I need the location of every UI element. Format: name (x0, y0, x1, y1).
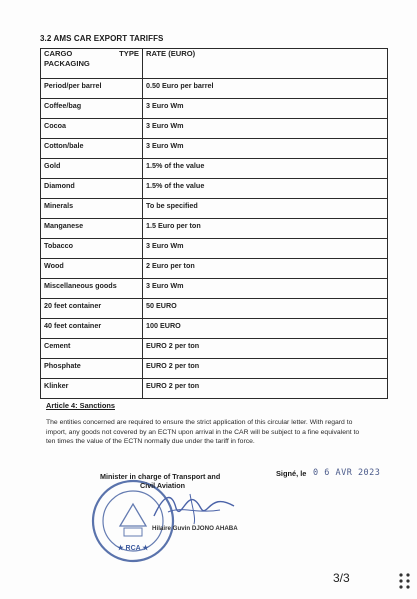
header-rate: RATE (EURO) (143, 49, 388, 79)
rate-cell: EURO 2 per ton (143, 359, 388, 379)
table-row (41, 139, 388, 159)
table-row (41, 239, 388, 259)
cargo-cell: Wood (41, 259, 143, 279)
minister-title-line2: Civil Aviation (140, 481, 185, 490)
cargo-cell: Klinker (41, 379, 143, 399)
rate-cell: 3 Euro Wm (143, 139, 388, 159)
rate-cell: 50 EURO (143, 299, 388, 319)
table-row (41, 199, 388, 219)
table-row (41, 99, 388, 119)
table-row (41, 339, 388, 359)
cargo-cell: Phosphate (41, 359, 143, 379)
rate-cell: 3 Euro Wm (143, 279, 388, 299)
cargo-cell: 40 feet container (41, 319, 143, 339)
table-row (41, 319, 388, 339)
svg-text:★ RCA ★: ★ RCA ★ (117, 545, 149, 552)
table-row (41, 259, 388, 279)
header-type: TYPE (119, 49, 139, 58)
table-row (41, 299, 388, 319)
minister-title (100, 472, 220, 490)
drag-handle-icon[interactable] (398, 571, 412, 591)
cargo-cell: Tobacco (41, 239, 143, 259)
rate-cell: 0.50 Euro per barrel (143, 79, 388, 99)
section-title: 3.2 AMS CAR EXPORT TARIFFS (40, 34, 164, 43)
cargo-cell: Miscellaneous goods (41, 279, 143, 299)
rate-cell: To be specified (143, 199, 388, 219)
minister-name: Hilaire Guvin DJONO AHABA (152, 525, 238, 532)
signed-date-stamp: 0 6 AVR 2023 (313, 468, 381, 478)
table-row (41, 379, 388, 399)
cargo-cell: Minerals (41, 199, 143, 219)
rate-cell: 1.5% of the value (143, 179, 388, 199)
table-header-row (41, 49, 388, 79)
cargo-cell: Manganese (41, 219, 143, 239)
rate-cell: EURO 2 per ton (143, 339, 388, 359)
article-body: The entities concerned are required to ensure the strict application of this circular letter. With regard to import, any goods not covered by an ECTN upon arrival in the CAR will be subject to a fine equivalent to ten times the value of the ECTN normally due under the tariff in force. (46, 419, 360, 445)
rate-cell: 2 Euro per ton (143, 259, 388, 279)
rate-cell: 3 Euro Wm (143, 239, 388, 259)
minister-title-line1: Minister in charge of Transport and (100, 472, 221, 481)
cargo-cell: Coffee/bag (41, 99, 143, 119)
rate-cell: 100 EURO (143, 319, 388, 339)
rate-cell: 1.5 Euro per ton (143, 219, 388, 239)
tariff-table (40, 48, 388, 399)
header-packaging: PACKAGING (44, 59, 90, 68)
rate-cell: 3 Euro Wm (143, 119, 388, 139)
table-row (41, 119, 388, 139)
table-row (41, 179, 388, 199)
article-title: Article 4: Sanctions (46, 401, 115, 410)
table-row (41, 359, 388, 379)
rate-cell: 1.5% of the value (143, 159, 388, 179)
cargo-cell: Period/per barrel (41, 79, 143, 99)
header-cargo-type-packaging (41, 49, 143, 79)
signed-label: Signé, le (276, 469, 307, 478)
table-row (41, 219, 388, 239)
rate-cell: EURO 2 per ton (143, 379, 388, 399)
header-cargo: CARGO (44, 49, 73, 58)
page-indicator: 3/3 (333, 571, 350, 585)
cargo-cell: Diamond (41, 179, 143, 199)
handwritten-signature (150, 486, 240, 526)
cargo-cell: 20 feet container (41, 299, 143, 319)
table-row (41, 279, 388, 299)
cargo-cell: Cement (41, 339, 143, 359)
rate-cell: 3 Euro Wm (143, 99, 388, 119)
cargo-cell: Cotton/bale (41, 139, 143, 159)
table-row (41, 79, 388, 99)
table-row (41, 159, 388, 179)
cargo-cell: Cocoa (41, 119, 143, 139)
cargo-cell: Gold (41, 159, 143, 179)
